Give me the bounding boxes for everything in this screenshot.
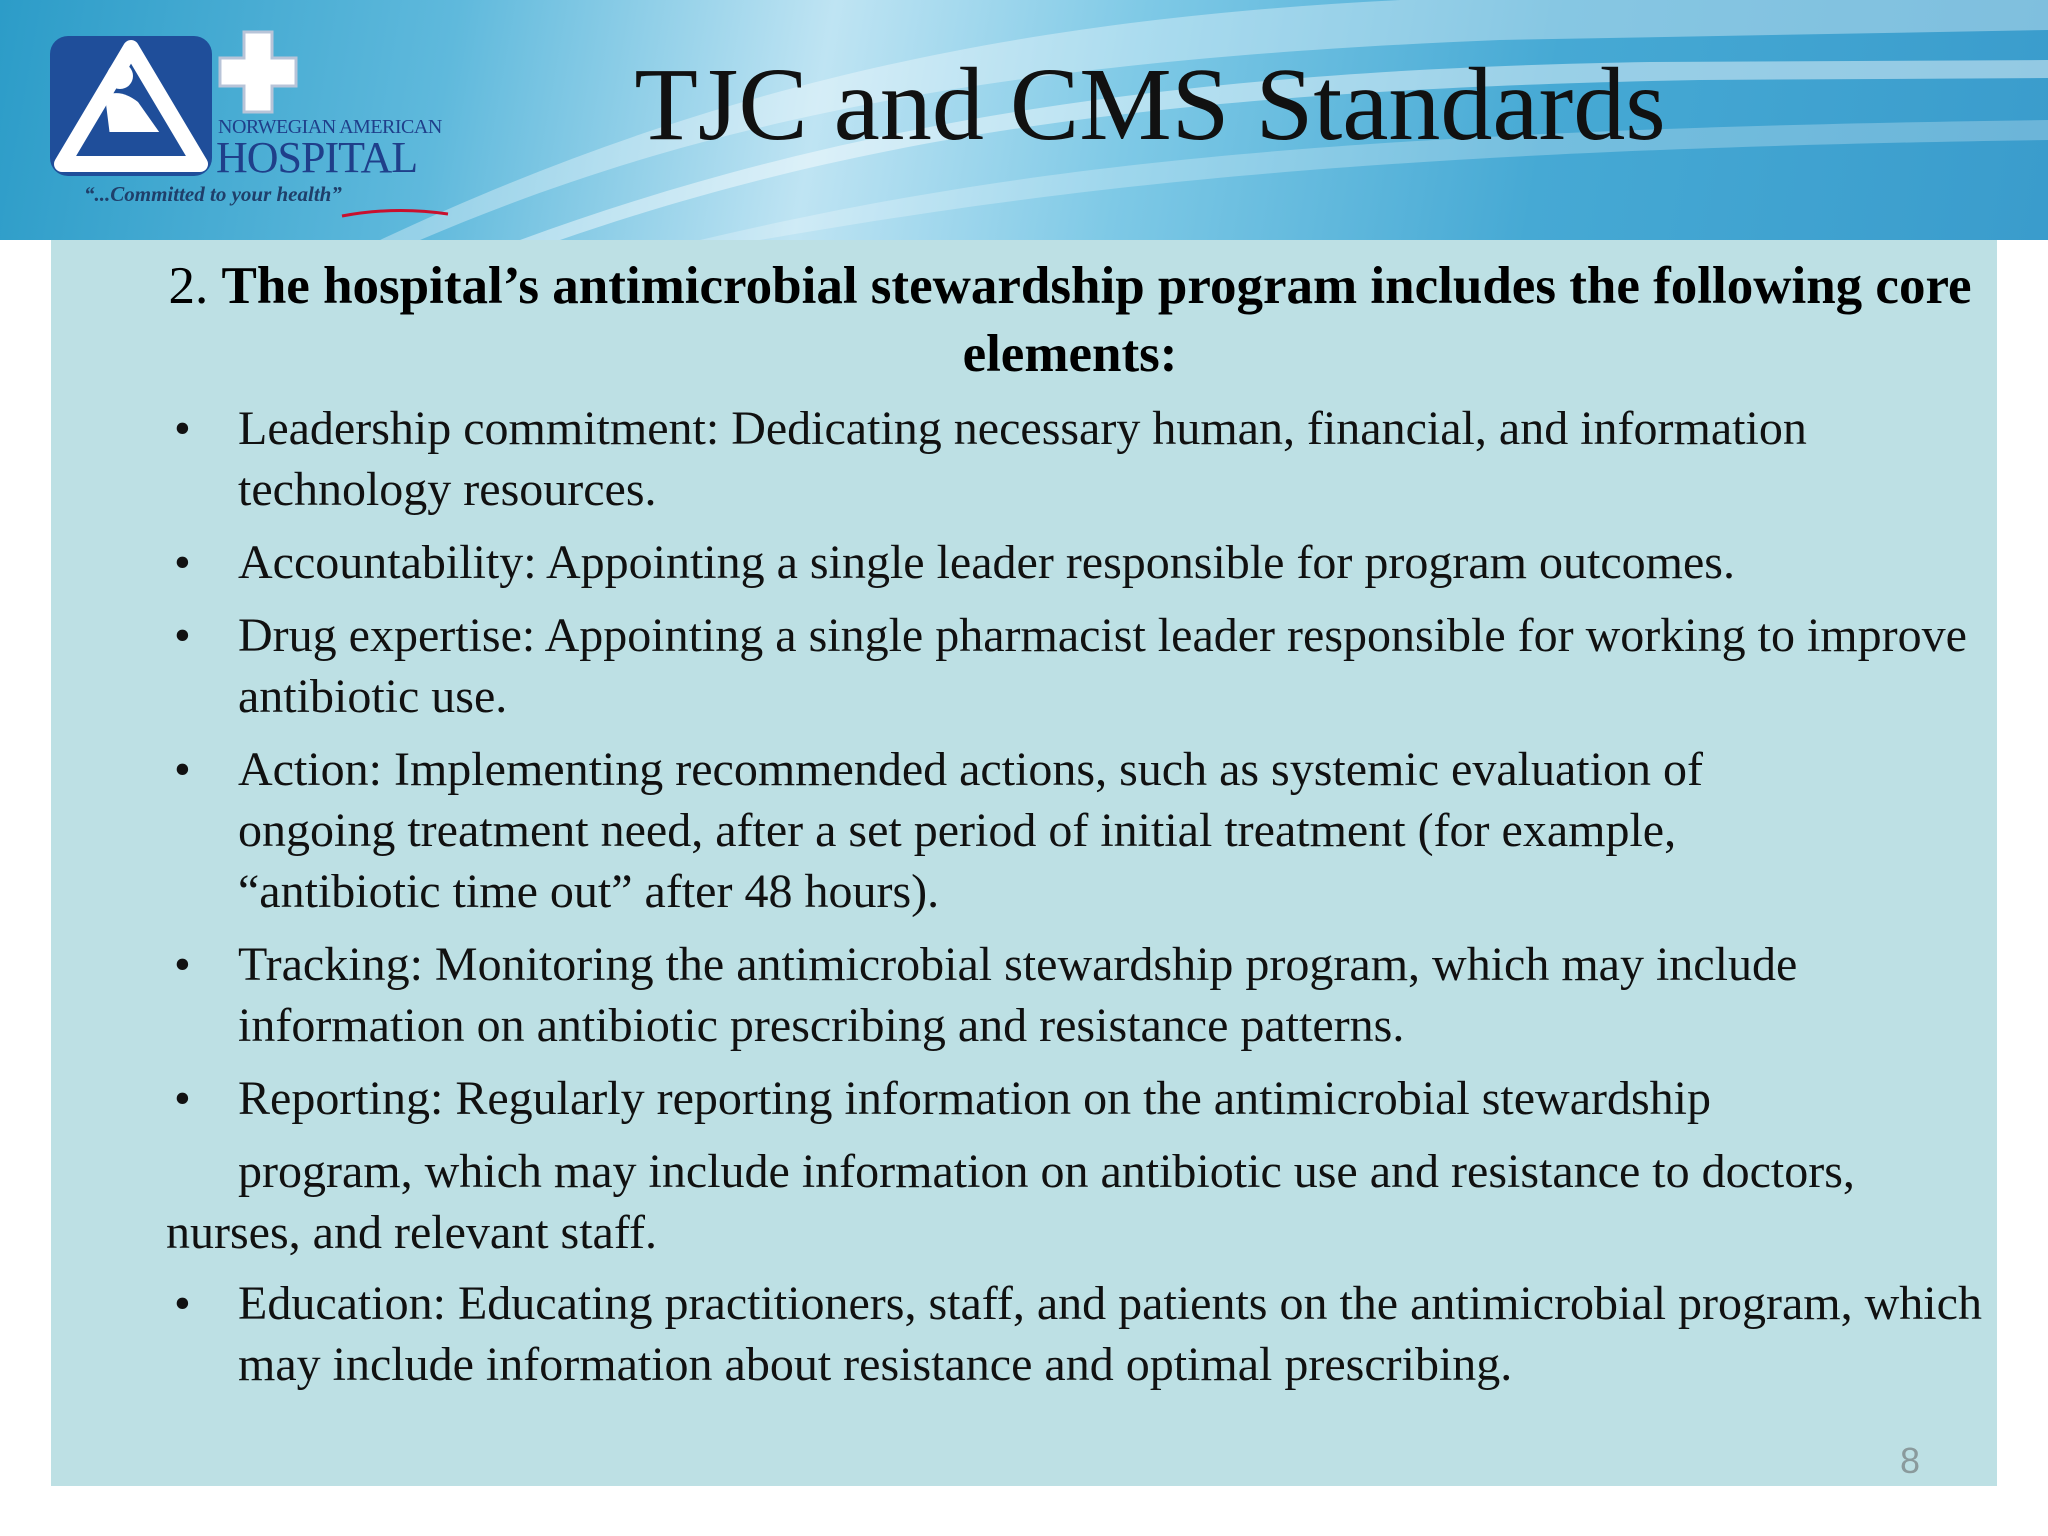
list-item-text: Drug expertise: Appointing a single pharmacist leader responsible for working to improve antibiotic use. bbox=[238, 609, 1967, 723]
list-item bbox=[170, 605, 1990, 727]
list-item bbox=[170, 1273, 1990, 1395]
logo-name-line2: HOSPITAL bbox=[216, 133, 418, 182]
bullet-icon: • bbox=[174, 938, 191, 991]
logo-name-line1: NORWEGIAN AMERICAN bbox=[218, 116, 442, 138]
bullet-icon: • bbox=[174, 536, 191, 589]
slide-header bbox=[0, 0, 2048, 240]
list-item-text: Education: Educating practitioners, staff, and patients on the antimicrobial program, which may include information about resistance and optimal prescribing. bbox=[238, 1277, 1982, 1391]
bullet-icon: • bbox=[174, 402, 191, 455]
page-number: 8 bbox=[1900, 1440, 1921, 1481]
core-elements-list bbox=[166, 398, 1990, 1407]
hospital-logo-icon bbox=[50, 36, 212, 176]
heading-number: 2. bbox=[168, 257, 209, 315]
list-item-text: Accountability: Appointing a single leader responsible for program outcomes. bbox=[238, 536, 1735, 589]
bullet-icon: • bbox=[174, 1072, 191, 1125]
slide-title: TJC and CMS Standards bbox=[634, 47, 1666, 162]
hospital-logo bbox=[50, 30, 450, 230]
list-item bbox=[170, 739, 1990, 922]
bullet-icon: • bbox=[174, 743, 191, 796]
list-item bbox=[170, 934, 1990, 1056]
section-heading bbox=[120, 252, 2020, 388]
heading-text: The hospital’s antimicrobial stewardship program includes the following core elements: bbox=[221, 257, 1972, 383]
list-item bbox=[166, 1068, 1990, 1263]
reporting-first-line bbox=[170, 1068, 1990, 1129]
tagline-underline-decoration bbox=[340, 206, 450, 220]
logo-tagline: “...Committed to your health” bbox=[84, 182, 342, 206]
list-item bbox=[170, 398, 1990, 520]
list-item-text: Tracking: Monitoring the antimicrobial stewardship program, which may include information on antibiotic prescribing and resistance patterns. bbox=[238, 938, 1798, 1052]
bullet-icon: • bbox=[174, 609, 191, 662]
list-item-text: Reporting: Regularly reporting information on the antimicrobial stewardship bbox=[238, 1072, 1711, 1125]
list-item bbox=[170, 532, 1990, 593]
bullet-icon: • bbox=[174, 1277, 191, 1330]
reporting-continuation: program, which may include information on antibiotic use and resistance to doctors, bbox=[238, 1145, 1855, 1198]
reporting-continuation-2: nurses, and relevant staff. bbox=[166, 1206, 657, 1259]
list-item-text: Leadership commitment: Dedicating necessary human, financial, and information technology resources. bbox=[238, 402, 1807, 516]
medical-cross-icon bbox=[218, 30, 298, 114]
list-item-text: Action: Implementing recommended actions, such as systemic evaluation of ongoing treatment need, after a set period of initial treatment (for example, “antibiotic time out” after 48 hours). bbox=[238, 743, 1703, 918]
